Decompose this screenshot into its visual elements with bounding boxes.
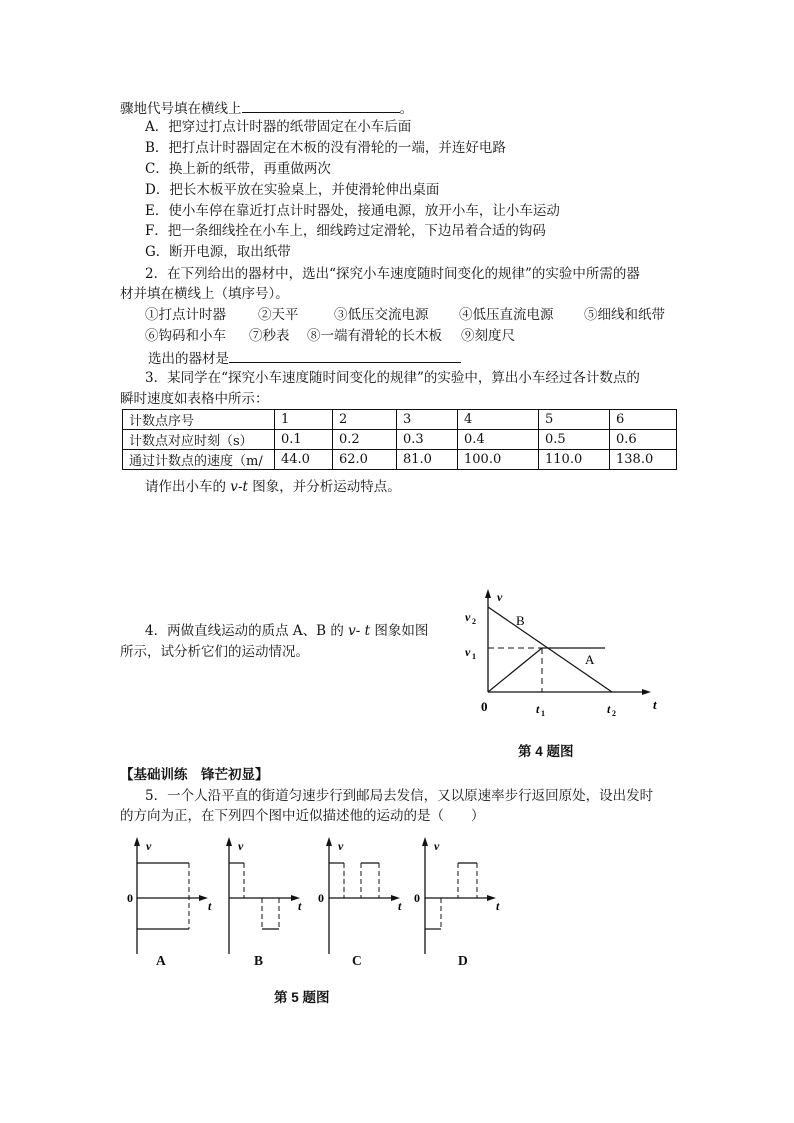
graph-a-label: A: [156, 953, 166, 968]
t2-label: t: [607, 702, 611, 716]
v-axis-arrow-icon: [422, 837, 428, 846]
q2-item: ⑦秒表: [249, 328, 290, 344]
line-a-label: A: [585, 652, 595, 667]
q3-task-text-end: 图象，并分析运动特点。: [247, 479, 401, 495]
table-cell: 0.2: [333, 430, 397, 450]
v1-sub: 1: [472, 652, 476, 661]
zero-label: 0: [318, 891, 324, 905]
table-cell: 110.0: [539, 450, 610, 470]
step-b: B．把打点计时器固定在木板的没有滑轮的一端，并连好电路: [145, 140, 506, 156]
section-title: 【基础训练 锋芒初显】: [120, 767, 269, 783]
q4-line2: 所示，试分析它们的运动情况。: [120, 644, 309, 660]
q4-text: 4．两做直线运动的质点 A、B 的: [145, 623, 349, 639]
table-row: [123, 430, 677, 450]
q2-line2: 材并填在横线上（填序号）。: [120, 286, 289, 302]
step-d: D．把长木板平放在实验桌上，并使滑轮伸出桌面: [145, 182, 440, 198]
q2-item: ①打点计时器: [145, 307, 226, 323]
q4-text-end: 图象如图: [370, 623, 429, 639]
q2-item: ⑤细线和纸带: [584, 307, 665, 323]
table-cell: 5: [539, 410, 610, 430]
q3-line2: 瞬时速度如表格中所示：: [120, 391, 269, 407]
step-c: C．换上新的纸带，再重做两次: [145, 161, 331, 177]
q4-vt: v- t: [348, 623, 371, 639]
q2-answer-line: [148, 348, 461, 368]
v-label: v: [434, 839, 440, 853]
t1-sub: 1: [541, 709, 545, 718]
v-axis-arrow-icon: [226, 837, 232, 846]
q4-line1: [145, 622, 428, 640]
t-axis-arrow-icon: [199, 895, 208, 901]
table-cell: 62.0: [333, 450, 397, 470]
q4-caption: 第 4 题图: [518, 744, 574, 759]
q2-item: ⑨刻度尺: [461, 328, 515, 344]
t-axis-arrow-icon: [487, 895, 496, 901]
table-cell: 3: [397, 410, 458, 430]
t-axis-arrow-icon: [642, 689, 651, 695]
t-label: t: [398, 899, 402, 913]
table-cell: 0.1: [275, 430, 333, 450]
q5-line1: 5．一个人沿平直的街道匀速步行到邮局去发信，又以原速率步行返回原处，设出发时: [145, 788, 654, 804]
q2-item: ⑥钩码和小车: [145, 328, 226, 344]
v-label: v: [146, 839, 152, 853]
t-label: t: [496, 899, 500, 913]
velocity-table: [122, 409, 677, 470]
q2-answer-blank[interactable]: [229, 348, 461, 363]
q2-items-row2: [145, 327, 515, 345]
table-cell: 6: [610, 410, 677, 430]
q3-task: [145, 478, 401, 496]
v-axis-arrow-icon: [134, 837, 140, 846]
step-f: F．把一条细线拴在小车上，细线跨过定滑轮，下边吊着合适的钩码: [145, 223, 546, 239]
zero-label: 0: [414, 891, 420, 905]
t1-label: t: [536, 702, 540, 716]
v-axis-label: v: [497, 590, 503, 604]
q5-graph-d: [410, 832, 510, 972]
v2-label: v: [465, 610, 471, 624]
table-cell: 通过计数点的速度（m/: [123, 450, 275, 470]
q3-task-text: 请作出小车的: [145, 479, 231, 495]
line-a-rise: [488, 648, 542, 692]
t-label: t: [208, 899, 212, 913]
table-cell: 计数点对应时刻（s）: [123, 430, 275, 450]
v2-sub: 2: [472, 617, 476, 626]
q2-item: ⑧一端有滑轮的长木板: [307, 328, 442, 344]
v-label: v: [238, 839, 244, 853]
table-cell: 0.4: [458, 430, 539, 450]
t-axis-label: t: [653, 697, 657, 712]
v-label: v: [338, 839, 344, 853]
v1-label: v: [465, 645, 471, 659]
graph-d-label: D: [458, 953, 468, 968]
step-e: E．使小车停在靠近打点计时器处，接通电源，放开小车，让小车运动: [145, 203, 560, 219]
q5-line2: 的方向为正，在下列四个图中近似描述他的运动的是（ ）: [120, 808, 485, 824]
table-cell: 4: [458, 410, 539, 430]
q3-task-t: t: [242, 479, 248, 495]
intro-line: [120, 98, 413, 118]
q2-line1: 2．在下列给出的器材中，选出“探究小车速度随时间变化的规律”的实验中所需的器: [145, 266, 640, 282]
step-g: G．断开电源，取出纸带: [145, 244, 291, 260]
table-cell: 81.0: [397, 450, 458, 470]
answer-blank-steps[interactable]: [242, 98, 400, 113]
zero-label: 0: [127, 891, 133, 905]
table-cell: 44.0: [275, 450, 333, 470]
table-cell: 100.0: [458, 450, 539, 470]
q2-answer-label: 选出的器材是: [148, 351, 229, 367]
q4-vt-figure: [455, 585, 665, 725]
q5-graph-a: [122, 832, 217, 972]
q2-item: ②天平: [258, 307, 299, 323]
line-b-label: B: [516, 613, 525, 628]
graph-c-label: C: [352, 953, 362, 968]
q5-graph-c: [314, 832, 409, 972]
table-cell: 计数点序号: [123, 410, 275, 430]
intro-period: 。: [399, 101, 413, 117]
q2-item: ④低压直流电源: [459, 307, 554, 323]
line-b: [488, 607, 612, 692]
q5-graph-b: [214, 832, 309, 972]
table-row: [123, 410, 677, 430]
graph-b-label: B: [254, 953, 264, 968]
q3-task-dash: -: [237, 479, 243, 495]
q3-task-v: v: [230, 479, 238, 495]
t2-sub: 2: [612, 709, 616, 718]
v-axis-arrow-icon: [326, 837, 332, 846]
q3-line1: 3．某同学在“探究小车速度随时间变化的规律”的实验中，算出小车经过各计数点的: [145, 370, 640, 386]
v-axis-arrow-icon: [485, 589, 491, 598]
table-cell: 0.3: [397, 430, 458, 450]
intro-text: 骤地代号填在横线上: [120, 101, 242, 117]
t-label: t: [298, 899, 302, 913]
table-row: [123, 450, 677, 470]
table-cell: 0.5: [539, 430, 610, 450]
origin-label: 0: [481, 699, 488, 714]
table-cell: 138.0: [610, 450, 677, 470]
table-cell: 1: [275, 410, 333, 430]
table-cell: 0.6: [610, 430, 677, 450]
step-a: A．把穿过打点计时器的纸带固定在小车后面: [145, 119, 412, 135]
q5-caption: 第 5 题图: [274, 990, 330, 1005]
q2-item: ③低压交流电源: [334, 307, 429, 323]
table-cell: 2: [333, 410, 397, 430]
q2-items-row1: [145, 306, 665, 324]
